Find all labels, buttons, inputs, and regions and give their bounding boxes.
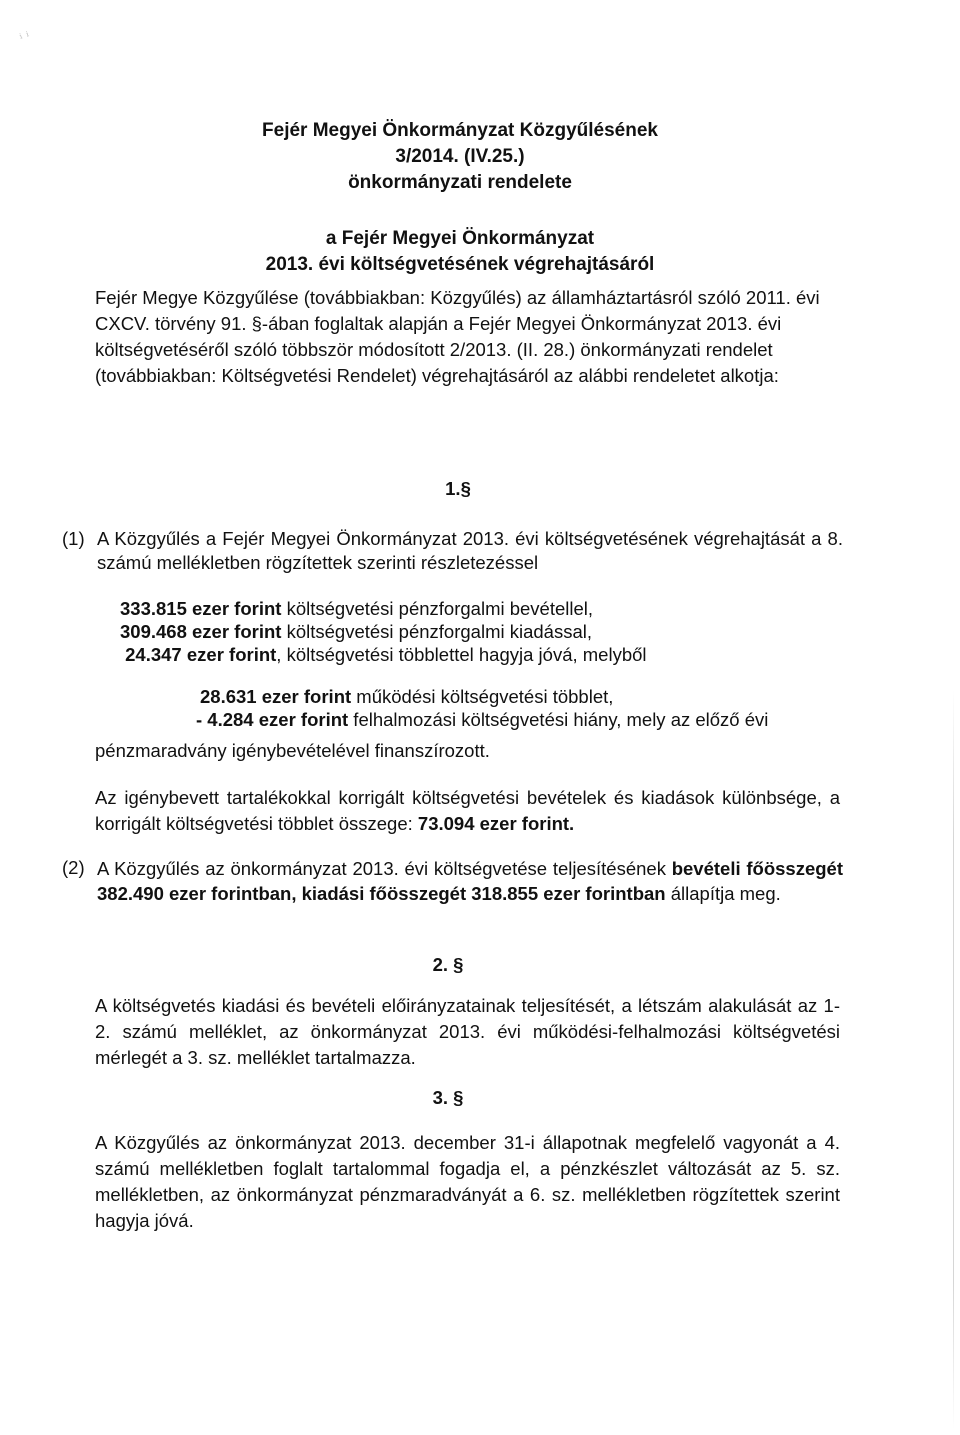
reserve-text: Az igénybevett tartalékokkal korrigált költségvetési bevételek és kiadások különbsége, a korrigált költségvetési többlet összege: (95, 787, 840, 834)
capital-amount: - 4.284 ezer forint (196, 709, 349, 730)
title-line-3: önkormányzati rendelete (348, 172, 572, 193)
deficit-continuation: pénzmaradvány igénybevételével finanszírozott. (95, 740, 490, 761)
section-1-heading: 1.§ (445, 478, 471, 499)
revenue-row (120, 597, 840, 620)
item-2-text-b: állapítja meg. (665, 883, 781, 904)
expense-amount: 309.468 ezer forint (120, 621, 282, 642)
surplus-row (120, 643, 840, 666)
revenue-amount: 333.815 ezer forint (120, 598, 282, 619)
capital-text: felhalmozási költségvetési hiány, mely az előző évi (348, 709, 769, 730)
title-line-2: 3/2014. (IV.25.) (395, 146, 525, 167)
title-line-1: Fejér Megyei Önkormányzat Közgyűlésének (262, 120, 658, 141)
item-2-label: (2) (62, 857, 85, 878)
item-2-bold-totals: bevételi főösszegét 382.490 ezer forintban, kiadási főösszegét 318.855 ezer forintban (97, 858, 843, 904)
section-2-heading: 2. § (432, 954, 464, 975)
expense-row (120, 620, 840, 643)
section-1-item-2 (0, 856, 860, 906)
capital-row (196, 708, 840, 731)
item-1-text: A Közgyűlés a Fejér Megyei Önkormányzat 2013. évi költségvetésének végrehajtását a 8. számú mellékletben rögzítettek szerinti részletezéssel (97, 528, 843, 573)
item-2-text (97, 856, 843, 906)
item-1-label: (1) (62, 528, 85, 549)
section-1-item-1 (0, 527, 860, 575)
expense-text: költségvetési pénzforgalmi kiadással, (281, 621, 592, 642)
budget-figures (120, 597, 840, 731)
reserve-paragraph (95, 785, 840, 837)
operating-text: működési költségvetési többlet, (351, 686, 614, 707)
revenue-text: költségvetési pénzforgalmi bevétellel, (281, 598, 594, 619)
document-title (120, 118, 800, 278)
section-3-heading: 3. § (432, 1087, 464, 1108)
subtitle-line-1: a Fejér Megyei Önkormányzat (325, 228, 595, 249)
scan-edge-line (953, 690, 954, 1430)
item-2-text-a: A Közgyűlés az önkormányzat 2013. évi költségvetése teljesítésének (97, 858, 672, 879)
intro-paragraph: Fejér Megye Közgyűlése (továbbiakban: Közgyűlés) az államháztartásról szóló 2011. évi CXCV. törvény 91. §-ában foglaltak alapján a Fejér Megyei Önkormányzat 2013. évi költségvetéséről szóló többször módosított 2/2013. (II. 28.) önkormányzati rendelet (továbbiakban: Költségvetési Rendelet) végrehajtásáról az alábbi rendeletet alkotja: (95, 287, 820, 386)
subtitle-line-2: 2013. évi költségvetésének végrehajtásáról (265, 254, 655, 275)
surplus-amount: 24.347 ezer forint (125, 644, 277, 665)
scan-artifact: ⁱ ⁱ (18, 29, 32, 47)
surplus-text: , költségvetési többlettel hagyja jóvá, melyből (276, 644, 647, 665)
section-2-paragraph: A költségvetés kiadási és bevételi előirányzatainak teljesítését, a létszám alakulását az 1-2. számú melléklet, az önkormányzat 2013. évi működési-felhalmozási költségvetési mérlegét a 3. sz. melléklet tartalmazza. (95, 995, 840, 1068)
section-3-paragraph: A Közgyűlés az önkormányzat 2013. december 31-i állapotnak megfelelő vagyonát a 4. számú mellékletben foglalt tartalommal fogadja el, a pénzkészlet változását az 5. sz. mellékletben, az önkormányzat pénzmaradványát a 6. sz. mellékletben rögzítettek szerint hagyja jóvá. (95, 1132, 840, 1231)
operating-amount: 28.631 ezer forint (200, 686, 352, 707)
reserve-amount: 73.094 ezer forint. (417, 813, 575, 834)
operating-row (200, 685, 840, 708)
